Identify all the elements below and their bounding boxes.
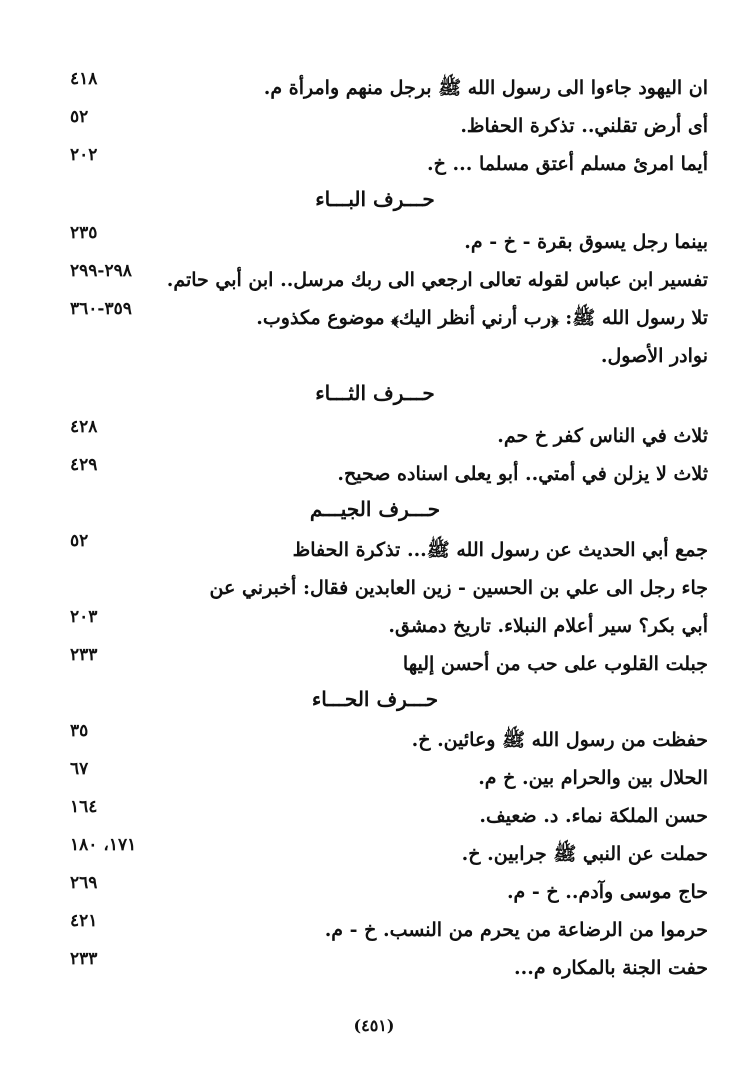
entry-text: ان اليهود جاءوا الى رسول الله ﷺ برجل منهم وامرأة م. xyxy=(263,77,708,99)
index-entry xyxy=(70,530,708,566)
index-entry xyxy=(70,222,708,258)
entry-page-number: ١٦٤ xyxy=(70,797,98,817)
entry-text: جاء رجل الى علي بن الحسين - زين العابدين فقال: أخبرني عن xyxy=(209,577,708,599)
entry-text: حفظت من رسول الله ﷺ وعائين. خ. xyxy=(411,729,708,751)
entry-page-number: ٣٥٩-٣٦٠ xyxy=(70,299,132,319)
entry-page-number: ٢٠٢ xyxy=(70,145,98,165)
entry-text: حسن الملكة نماء. د. ضعيف. xyxy=(479,805,708,827)
section-heading-ha: حـــرف الحـــاء xyxy=(311,687,439,711)
index-entry xyxy=(70,834,708,870)
entry-text: أيما امرئ مسلم أعتق مسلما ... خ. xyxy=(426,153,708,175)
index-entry xyxy=(70,144,708,180)
index-entry xyxy=(70,606,708,642)
index-entry xyxy=(70,68,708,104)
entry-page-number: ٢٣٣ xyxy=(70,949,98,969)
entry-text: حفت الجنة بالمكاره م... xyxy=(514,957,708,979)
entry-page-number: ٤٢١ xyxy=(70,911,98,931)
entry-text: تفسير ابن عباس لقوله تعالى ارجعي الى ربك مرسل.. ابن أبي حاتم. xyxy=(166,269,708,291)
entry-page-number: ٢٠٣ xyxy=(70,607,98,627)
section-heading-jim: حـــرف الجيـــم xyxy=(309,497,441,521)
index-entry xyxy=(70,720,708,756)
entry-text: نوادر الأصول. xyxy=(600,345,708,367)
entry-page-number: ٤١٨ xyxy=(70,69,98,89)
entry-text: جبلت القلوب على حب من أحسن إليها xyxy=(402,653,708,675)
index-entry xyxy=(70,644,708,680)
index-entry xyxy=(70,454,708,490)
entry-text: الحلال بين والحرام بين. خ م. xyxy=(478,767,708,789)
section-heading-ba: حـــرف البـــاء xyxy=(315,187,435,211)
entry-page-number: ٢٦٩ xyxy=(70,873,98,893)
index-entry xyxy=(70,106,708,142)
entry-text: أبي بكر؟ سير أعلام النبلاء. تاريخ دمشق. xyxy=(388,615,708,637)
entry-page-number: ٣٥ xyxy=(70,721,89,741)
entry-page-number: ١٧١، ١٨٠ xyxy=(70,835,137,855)
entry-text: ثلاث لا يزلن في أمتي.. أبو يعلى اسناده صحيح. xyxy=(337,463,708,485)
entry-page-number: ٤٢٩ xyxy=(70,455,98,475)
entry-text: حاج موسى وآدم.. خ - م. xyxy=(506,881,708,903)
index-entry xyxy=(70,568,708,604)
index-entry xyxy=(70,298,708,334)
entry-text: حملت عن النبي ﷺ جرابين. خ. xyxy=(461,843,708,865)
index-entry xyxy=(70,872,708,908)
index-entry xyxy=(70,948,708,984)
entry-page-number: ٥٢ xyxy=(70,531,89,551)
index-entry xyxy=(70,336,708,372)
index-entry xyxy=(70,260,708,296)
entry-page-number: ٥٢ xyxy=(70,107,89,127)
entry-text: أى أرض تقلني.. تذكرة الحفاظ. xyxy=(460,115,708,137)
section-heading-tha: حـــرف الثـــاء xyxy=(315,381,435,405)
index-entry xyxy=(70,796,708,832)
index-entry xyxy=(70,758,708,794)
entry-page-number: ٦٧ xyxy=(70,759,89,779)
page-number: (٤٥١) xyxy=(353,1016,395,1035)
index-entry xyxy=(70,910,708,946)
entry-page-number: ٢٣٥ xyxy=(70,223,98,243)
entry-text: حرموا من الرضاعة من يحرم من النسب. خ - م. xyxy=(324,919,708,941)
entry-page-number: ٢٣٣ xyxy=(70,645,98,665)
entry-text: تلا رسول الله ﷺ: ﴿رب أرني أنظر اليك﴾ موضوع مكذوب. xyxy=(256,307,708,329)
entry-text: جمع أبي الحديث عن رسول الله ﷺ... تذكرة الحفاظ xyxy=(292,539,708,561)
entry-page-number: ٤٢٨ xyxy=(70,417,98,437)
entry-page-number: ٢٩٨-٢٩٩ xyxy=(70,261,132,281)
entry-text: بينما رجل يسوق بقرة - خ - م. xyxy=(464,231,708,253)
entry-text: ثلاث في الناس كفر خ حم. xyxy=(497,425,708,447)
index-entry xyxy=(70,416,708,452)
